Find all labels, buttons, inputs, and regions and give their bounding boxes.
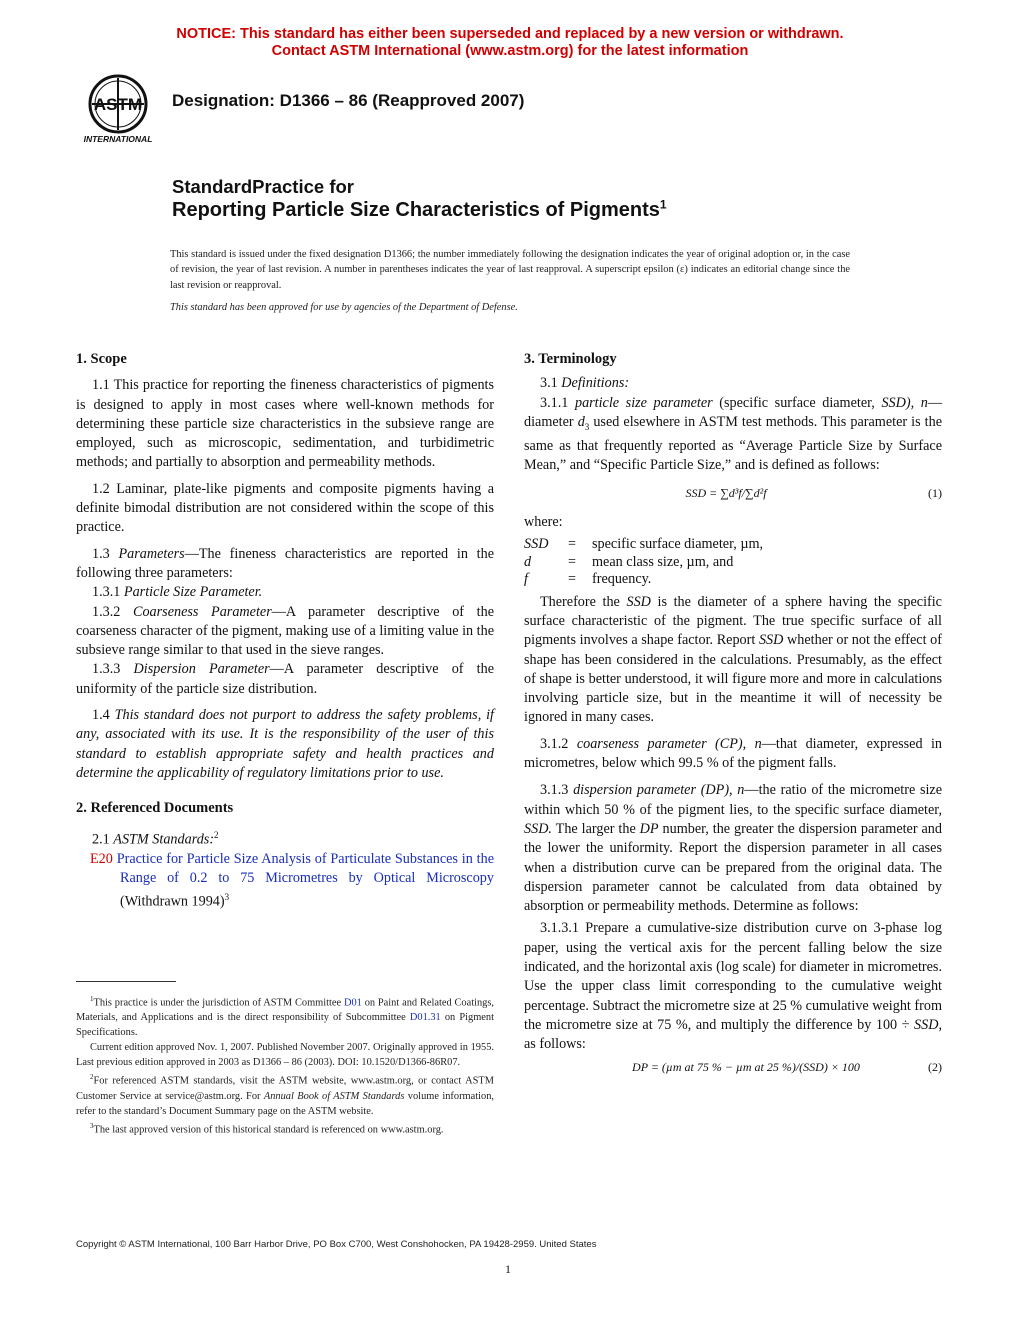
equation-1-number: (1) [928,485,942,500]
committee-d01-link[interactable]: D01 [343,997,362,1009]
approved-statement: This standard has been approved for use by agencies of the Department of Defense. [170,302,518,313]
footnote-3-mark: 3 [90,1121,94,1130]
para-1-3-3 [76,660,494,699]
footnote-2 [76,1070,494,1118]
ref-code-link[interactable]: E20 [90,850,113,867]
equation-2-number: (2) [928,1059,942,1074]
para-3-1-1-sub: 3 [584,421,590,432]
para-3-1-1 [524,394,942,476]
para-therefore [524,593,942,728]
para-1-3-1-num: 1.3.1 [92,584,124,601]
para-3-1-1-term: particle size parameter [574,394,713,411]
where-label: where: [524,513,563,530]
definition-symbol: SSD [524,536,549,553]
para-1-3-2-text: —A parameter descriptive of the coarseness character of the pigment, making use of a limiting value in the subsieve range similar to that used in the sieve ranges. [76,603,494,659]
para-3-1-3 [524,781,942,916]
para-1-3-2-term: Coarseness Parameter [133,603,272,620]
therefore-ssd-2: SSD [758,632,784,649]
section-2-heading: 2. Referenced Documents [76,800,234,817]
para-1-3-3-text: —A parameter descriptive of the uniformity of the particle size distribution. [76,661,494,697]
definition-description: frequency. [592,571,652,588]
para-3-1-1-c: used elsewhere in ASTM test methods. This parameter is the same as that frequently reported as “Average Particle Size by Surface Mean,” and “Specific Particle Size,” and is defined as follows: [524,413,942,474]
para-3-1-2 [524,735,942,774]
para-1-3-1-term: Particle Size Parameter. [123,584,263,601]
para-3-1-3-c: number, the greater the dispersion parameter and the lower the uniformity. Report the dispersion parameter in all cases when a distribution curve can be prepared from the original data. The dispersion parameter cannot be calculated from data obtained by absorption or permeability methods. Determine as follows: [524,820,942,915]
therefore-c: whether or not the effect of shape has been considered in the calculations. Presumably, as the effect of shape is better understood, it will figure more and more in calculations involving particle size, but in the meantime it will of necessity be ignored in many cases. [524,632,942,726]
definition-equals: = [568,571,577,588]
equation-1-formula: SSD = ∑d³f/∑d²f [685,485,767,500]
para-3-1-3-a: —the ratio of the micrometre size within which 50 % of the pigment lies, to the specific surface diameter, [524,782,943,818]
para-1-4-num: 1.4 [92,707,115,724]
definition-equals: = [568,553,577,570]
para-3-1-num: 3.1 [540,375,562,392]
para-1-4 [76,706,494,783]
definition-symbol: d [524,553,532,570]
para-3-1-1-a: (specific surface diameter, [712,394,882,411]
para-2-1-num: 2.1 [92,831,114,848]
footnote-1-a: This practice is under the jurisdiction of ASTM Committee [93,997,344,1009]
definition-row [524,536,763,554]
para-3-1-3-term: dispersion parameter (DP), n [573,782,745,799]
page-number: 1 [505,1262,511,1276]
footnote-divider [76,981,176,982]
equation-2 [524,1058,942,1077]
para-1-3-3-term: Dispersion Parameter [133,661,270,678]
ref-title-link[interactable]: Practice for Particle Size Analysis of Particulate Substances in the Range of 0.2 to 75 Micrometres by Optical Microscopy [116,850,494,886]
footnote-3 [76,1119,494,1137]
title-text: Reporting Particle Size Characteristics of Pigments [172,199,660,221]
para-1-3-1 [76,583,494,602]
para-1-3-text: —The fineness characteristics are reported in the following three parameters: [76,545,494,581]
definition-row [524,554,763,572]
title-line-2 [172,199,667,222]
footnotes [76,992,494,1137]
footnote-2-italic: Annual Book of ASTM Standards [263,1090,405,1102]
footnote-1-edition: Current edition approved Nov. 1, 2007. Published November 2007. Originally approved in 1955. Last previous edition approved in 2003 as D1366 – 86 (2003). DOI: 10.1520/D1366-86R07. [76,1042,494,1069]
left-column [76,350,494,912]
footnote-2-b: volume information, refer to the standard’s Document Summary page on the ASTM website. [76,1090,494,1117]
footnote-3-text: The last approved version of this historical standard is referenced on www.astm.org. [93,1124,444,1136]
para-3-1-3-1-a: 3.1.3.1 Prepare a cumulative-size distribution curve on 3-phase log paper, using the vertical axis for the percent falling below the size indicated, and the horizontal axis (log scale) for diameter in micrometres. Use the upper class limit corresponding to the cumulative weight percentage. Subtract the micrometre size at 25 % cumulative weight from the micrometre size at 75 %, and multiply the difference by 100 ÷ [524,920,942,1033]
definition-symbol: f [524,571,528,588]
para-3-1-1-ssd: SSD), n [881,394,928,411]
logo-subtext: INTERNATIONAL [83,134,153,144]
para-3-1-1-d: d [577,413,585,430]
ref-sup: 3 [224,892,230,903]
footnote-1-c: on Pigment Specifications. [76,1012,494,1039]
therefore-b: is the diameter of a sphere having the specific surface characteristic of the pigment. The true specific surface of all pigments involves a shape factor. Report [524,593,942,649]
para-3-1-1-num: 3.1.1 [540,394,575,411]
footnote-1-mark: 1 [90,995,94,1003]
para-3-1-3-1 [524,919,942,1054]
ref-status: (Withdrawn 1994) [120,893,225,910]
definition-equals: = [568,536,577,553]
equation-1 [524,484,942,503]
section-1-heading: 1. Scope [76,351,127,367]
notice-line-2: Contact ASTM International (www.astm.org) for the latest information [271,43,749,59]
definition-description: specific surface diameter, µm, [592,536,764,553]
title-footnote-mark: 1 [659,197,667,212]
para-1-4-text: This standard does not purport to address the safety problems, if any, associated with its use. It is the responsibility of the user of this standard to establish appropriate safety and health practices and determine the applicability of regulatory limitations prior to use. [76,707,494,781]
footnote-1 [76,992,494,1040]
section-3-heading: 3. Terminology [524,351,617,367]
para-1-3-3-num: 1.3.3 [92,661,134,678]
para-3-1-2-term: coarseness parameter (CP), n [576,735,762,752]
para-3-1-2-text: —that diameter, expressed in micrometres, below which 99.5 % of the pigment falls. [524,735,943,772]
para-3-1-3-ssd: SSD. [524,820,552,837]
para-3-1-3-1-ssd: SSD [914,1016,939,1033]
para-1-1: 1.1 This practice for reporting the fineness characteristics of pigments is designed to apply in most cases where well-known methods for determining these particle size characteristics in the subsieve range are employed, such as microscopic, sedimentation, and turbidimetric methods; and partially to absorption and permeability methods. [76,377,494,471]
para-3-1-3-dp: DP [639,820,659,837]
therefore-a: Therefore the [540,593,627,610]
subcommittee-d0131-link[interactable]: D01.31 [409,1012,441,1024]
copyright: Copyright © ASTM International, 100 Barr Harbor Drive, PO Box C700, West Conshohocken, PA 19428-2959. United States [76,1239,597,1250]
para-1-3-num: 1.3 [92,545,119,562]
para-1-3 [76,545,494,584]
para-3-1-3-1-b: , as follows: [524,1016,942,1053]
reference-e20 [90,850,494,913]
therefore-ssd-1: SSD [626,593,651,610]
para-3-1-1-b: —diameter [524,394,943,430]
notice-line-1: NOTICE: This standard has either been superseded and replaced by a new version or withdrawn. [176,26,844,42]
definition-description: mean class size, µm, and [592,553,734,570]
right-column [524,350,942,1077]
para-2-1 [76,826,494,850]
intro-text: This standard is issued under the fixed designation D1366; the number immediately following the designation indicates the year of original adoption or, in the case of revision, the year of last revision. A number in parentheses indicates the year of last reapproval. A superscript epsilon (ε) indicates an editorial change since the last revision or reapproval. [170,249,850,291]
footnote-2-a: For referenced ASTM standards, visit the ASTM website, www.astm.org, or contact ASTM Customer Service at service@astm.org. For [76,1075,494,1102]
footnote-2-mark: 2 [90,1073,94,1082]
para-1-2: 1.2 Laminar, plate-like pigments and composite pigments having a definite bimodal distribution are not considered within the scope of this practice. [76,480,494,536]
designation: Designation: D1366 – 86 (Reapproved 2007) [172,91,525,110]
astm-logo [76,72,160,144]
para-2-1-sup: 2 [214,829,219,840]
para-1-3-2-num: 1.3.2 [92,603,133,620]
para-1-3-term: Parameters [118,545,185,562]
para-1-3-2 [76,603,494,661]
definitions-table [524,536,763,589]
withdrawn-notice [0,26,1020,60]
equation-2-formula: DP = (µm at 75 % − µm at 25 %)/(SSD) × 100 [632,1059,860,1074]
para-3-1-2-num: 3.1.2 [540,735,577,752]
para-3-1 [524,374,942,393]
definition-row [524,571,763,589]
footnote-1-b: on Paint and Related Coatings, Materials, and Applications and is the direct responsibility of Subcommittee [76,997,494,1024]
astm-logo-icon [76,72,160,144]
logo-text: ASTM [93,95,143,114]
title-line-1: StandardPractice for [172,176,354,197]
para-2-1-term: ASTM Standards: [113,831,215,848]
para-3-1-term: Definitions: [561,375,630,392]
para-3-1-3-num: 3.1.3 [540,782,574,799]
para-3-1-3-b: The larger the [551,820,640,837]
